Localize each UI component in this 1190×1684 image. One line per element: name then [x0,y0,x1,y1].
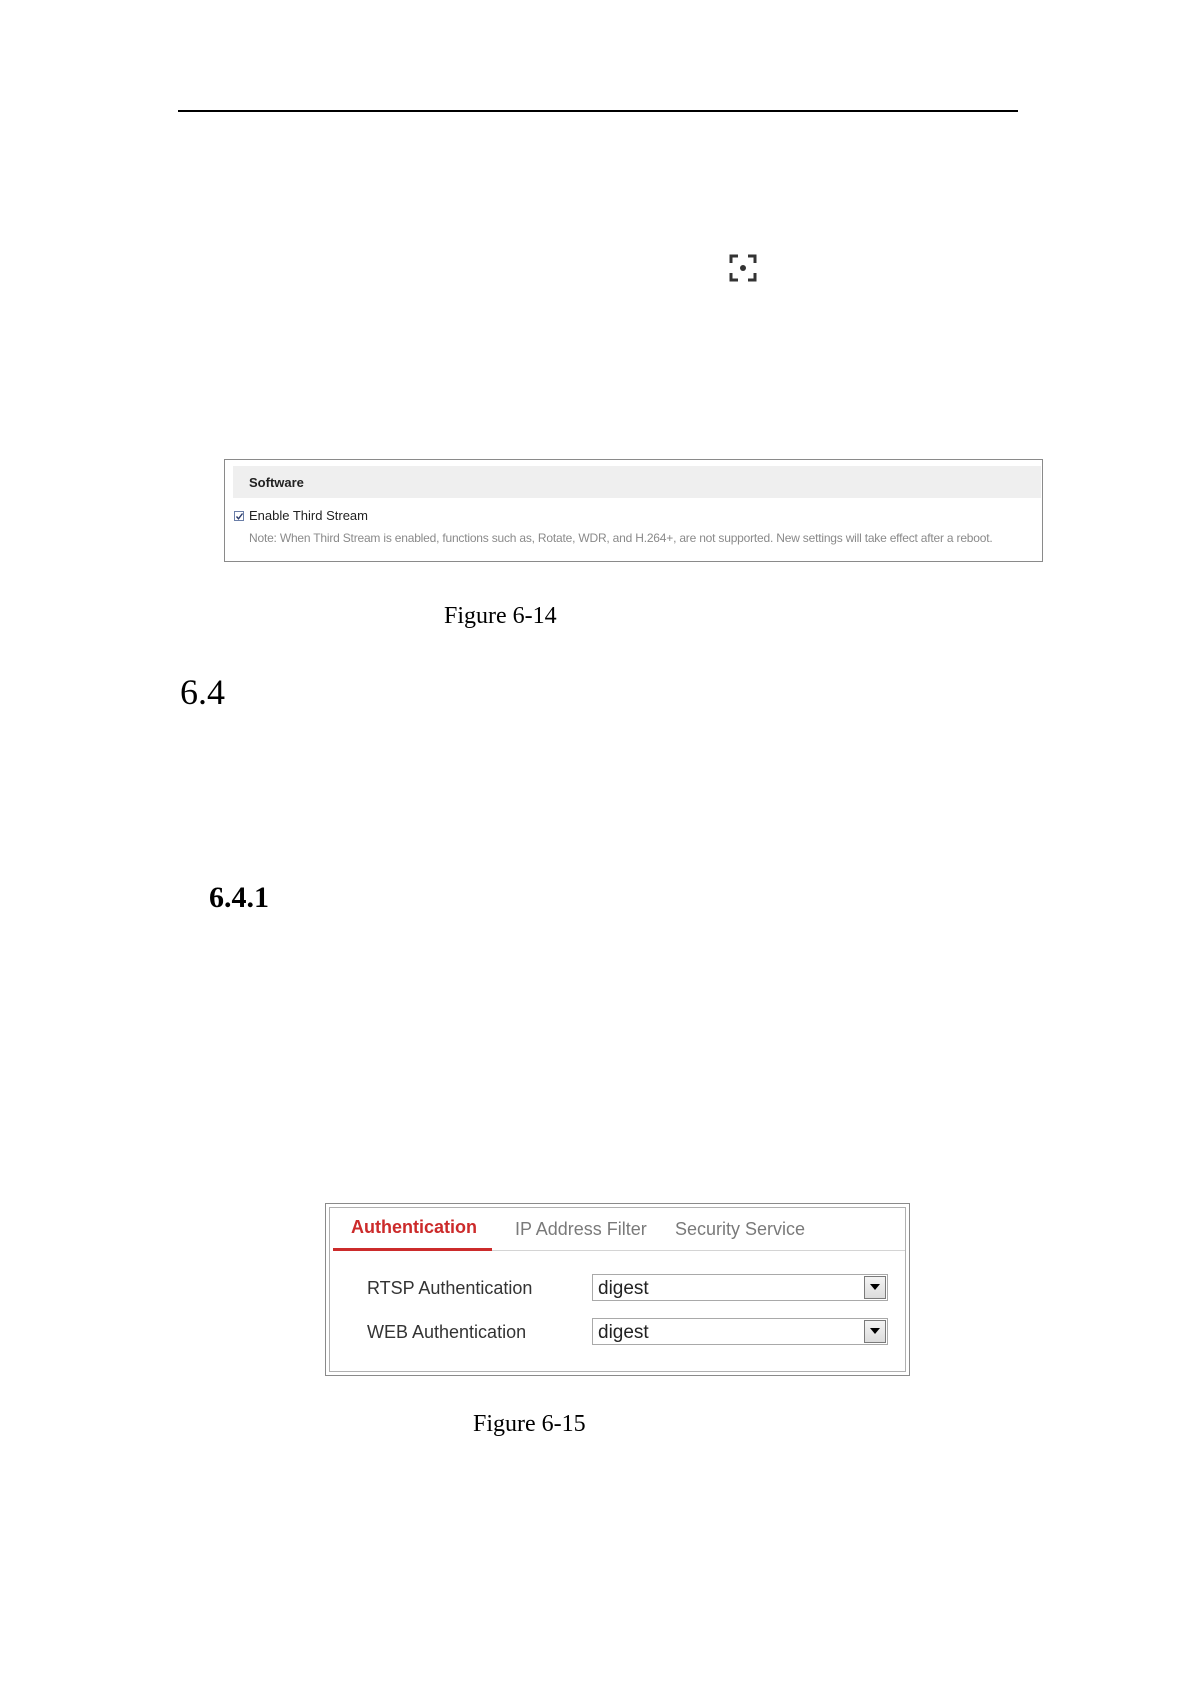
tab-ip-address-filter[interactable]: IP Address Filter [515,1219,647,1239]
rtsp-authentication-select[interactable] [592,1274,888,1301]
software-settings-panel [224,459,1043,562]
authentication-panel-inner [329,1207,906,1372]
active-tab-underline [333,1248,492,1251]
rtsp-dropdown-button[interactable] [864,1276,886,1299]
web-authentication-select[interactable] [592,1318,888,1345]
web-authentication-value: digest [598,1322,649,1343]
software-panel-title: Software [249,475,304,490]
tab-authentication[interactable]: Authentication [351,1217,477,1237]
section-heading-6-4: 6.4 [180,672,225,712]
web-authentication-label: WEB Authentication [367,1322,527,1342]
chevron-down-icon [870,1328,880,1334]
checkmark-icon [235,512,244,521]
software-panel-header [233,466,1041,498]
tab-security-service[interactable]: Security Service [675,1219,806,1239]
figure-6-14-caption: Figure 6-14 [444,603,557,629]
enable-third-stream-checkbox[interactable] [234,511,244,521]
section-heading-6-4-1: 6.4.1 [209,881,269,914]
web-dropdown-button[interactable] [864,1320,886,1343]
figure-6-15-caption: Figure 6-15 [473,1411,586,1437]
authentication-settings-panel [325,1203,910,1376]
header-rule [178,110,1018,112]
chevron-down-icon [870,1284,880,1290]
fullscreen-icon [729,254,757,282]
rtsp-authentication-value: digest [598,1278,649,1299]
third-stream-note: Note: When Third Stream is enabled, functions such as, Rotate, WDR, and H.264+, are not supported. New settings will take effect after a reboot. [249,531,993,545]
rtsp-authentication-label: RTSP Authentication [367,1278,533,1298]
enable-third-stream-label: Enable Third Stream [249,508,368,523]
security-tab-bar [333,1208,905,1251]
